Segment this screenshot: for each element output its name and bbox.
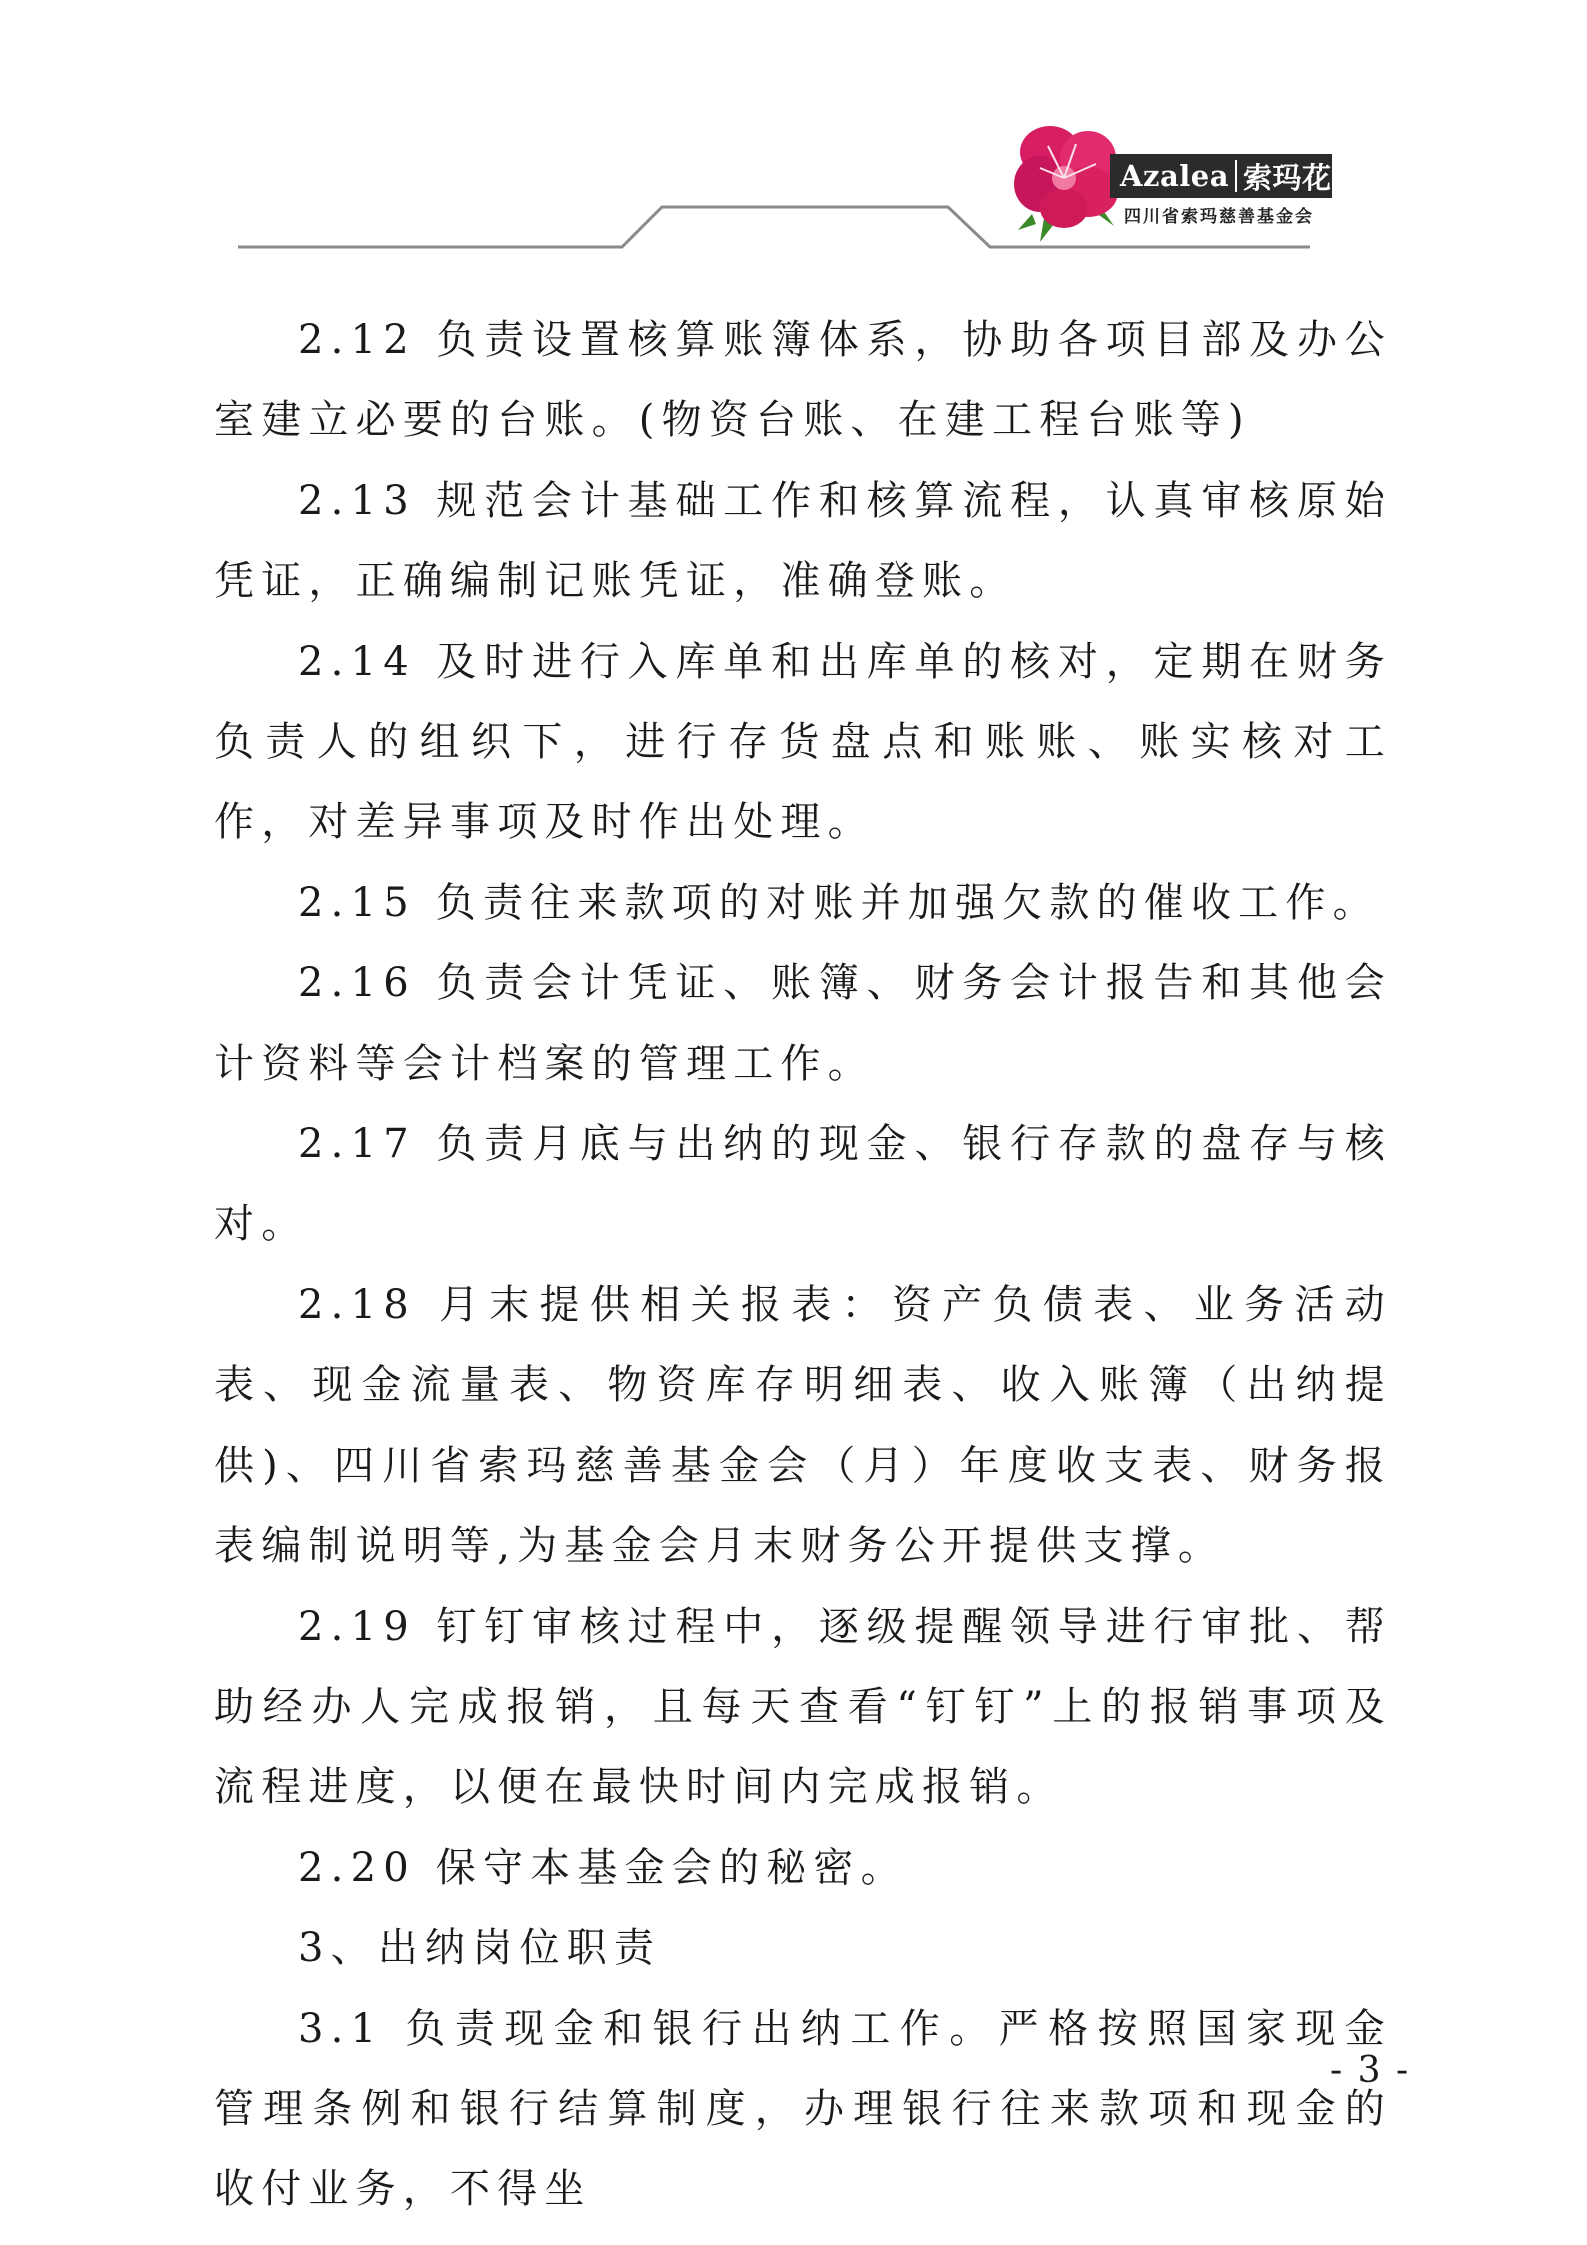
clause-3-1: 3.1 负责现金和银行出纳工作。严格按照国家现金管理条例和银行结算制度，办理银行往来款项和现金的收付业务，不得坐 xyxy=(214,2005,1392,2213)
page-number: - 3 - xyxy=(1330,2050,1411,2091)
logo-org-name: 四川省索玛慈善基金会 xyxy=(1124,207,1314,227)
clause-2-14: 2.14 及时进行入库单和出库单的核对，定期在财务负责人的组织下，进行存货盘点和账账、账实核对工作，对差异事项及时作出处理。 xyxy=(214,638,1392,846)
header-decorative-line xyxy=(0,0,1587,260)
foundation-logo xyxy=(1010,118,1330,244)
logo-brand-en: Azalea xyxy=(1120,159,1230,193)
logo-brand-banner xyxy=(1110,154,1332,198)
document-body xyxy=(214,300,1392,2230)
clause-2-15: 2.15 负责往来款项的对账并加强欠款的催收工作。 xyxy=(298,879,1380,926)
logo-divider xyxy=(1235,160,1237,192)
clause-2-20: 2.20 保守本基金会的秘密。 xyxy=(298,1844,908,1891)
clause-2-18: 2.18 月末提供相关报表：资产负债表、业务活动表、现金流量表、物资库存明细表、收入账簿（出纳提供)、四川省索玛慈善基金会（月）年度收支表、财务报表编制说明等,为基金会月末财务公开提供支撑。 xyxy=(214,1281,1392,1570)
clause-2-19: 2.19 钉钉审核过程中，逐级提醒领导进行审批、帮助经办人完成报销，且每天查看“钉钉”上的报销事项及流程进度，以便在最快时间内完成报销。 xyxy=(214,1603,1392,1811)
clause-2-16: 2.16 负责会计凭证、账簿、财务会计报告和其他会计资料等会计档案的管理工作。 xyxy=(214,960,1392,1087)
clause-2-17: 2.17 负责月底与出纳的现金、银行存款的盘存与核对。 xyxy=(214,1121,1392,1248)
logo-brand-cn: 索玛花 xyxy=(1243,160,1332,195)
clause-2-12: 2.12 负责设置核算账簿体系，协助各项目部及办公室建立必要的台账。(物资台账、在建工程台账等) xyxy=(214,317,1392,444)
section-heading-cashier-duties: 3、出纳岗位职责 xyxy=(298,1925,662,1972)
clause-2-13: 2.13 规范会计基础工作和核算流程，认真审核原始凭证，正确编制记账凭证，准确登账。 xyxy=(214,477,1392,605)
